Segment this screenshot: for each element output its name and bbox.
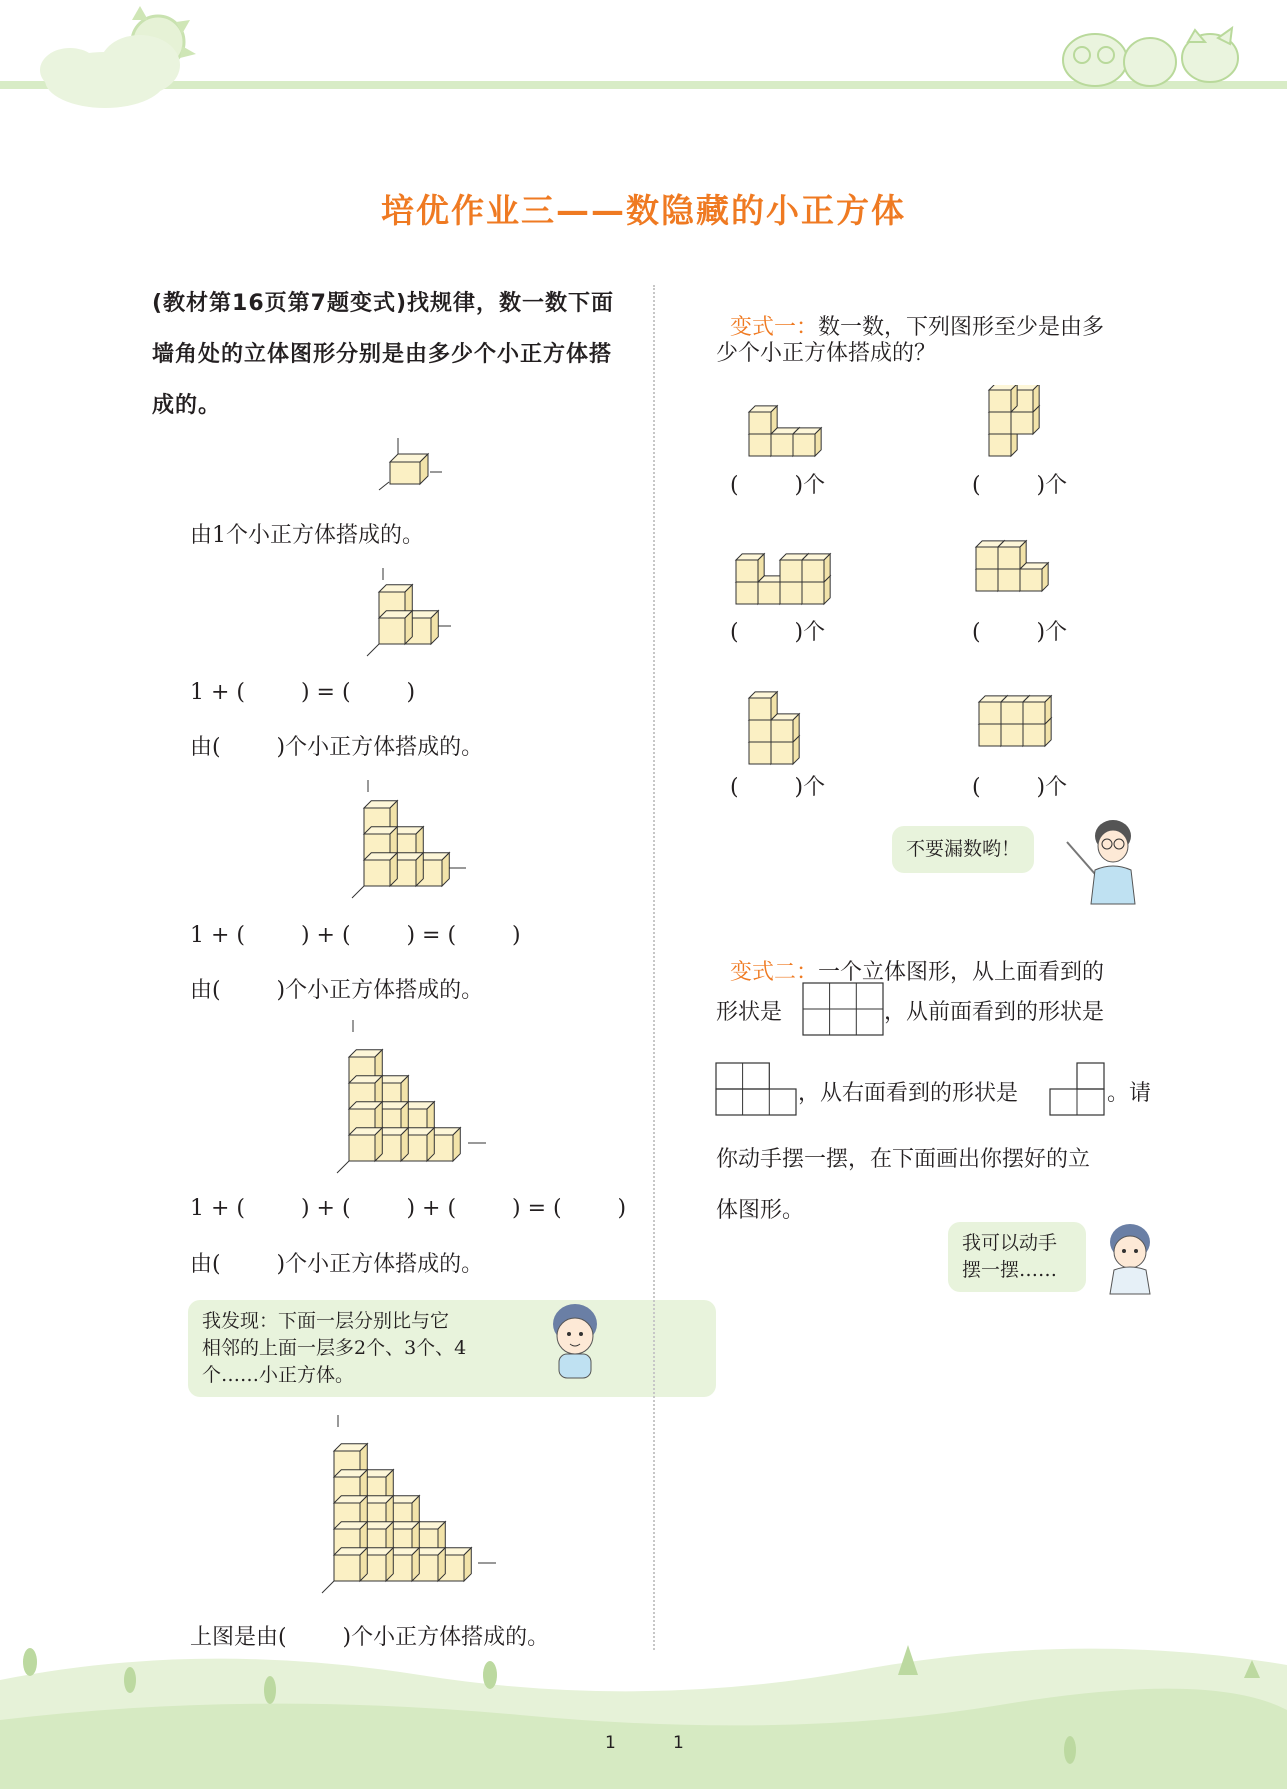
front-view-grid: [715, 1062, 797, 1117]
reminder-bubble: 不要漏数哟！: [892, 826, 1034, 873]
cube: [793, 434, 815, 456]
cube-figure-4: [335, 1020, 490, 1175]
cube: [364, 860, 390, 886]
right-view-grid: [1049, 1062, 1107, 1117]
teacher-character-icon: [1065, 812, 1145, 907]
cube: [736, 582, 758, 604]
final-question-text: 上图是由( )个小正方体搭成的。: [190, 1625, 550, 1650]
cube: [998, 547, 1020, 569]
variant2-question: [716, 930, 1104, 986]
variant1-label: 变式一：: [730, 315, 819, 340]
cube: [749, 742, 771, 764]
variant2-line-3: ，从右面看到的形状是: [798, 1081, 1019, 1106]
boy-character-icon: [545, 1302, 605, 1382]
header-decoration: [0, 0, 1287, 110]
cube: [780, 582, 802, 604]
variant1-figure-e: [745, 668, 825, 768]
page-title: 培优作业三——数隐藏的小正方体: [381, 191, 906, 230]
cube: [780, 560, 802, 582]
cube: [1023, 702, 1045, 724]
cloud-icon: [40, 35, 180, 108]
animal-faces-icon: [1063, 28, 1238, 86]
bubble-line-3: 个……小正方体。: [202, 1364, 355, 1386]
step4-text: 由( )个小正方体搭成的。: [190, 1252, 484, 1277]
variant2-line-3b: 。请: [1107, 1081, 1152, 1106]
variant1-answer-d: ( )个: [972, 620, 1068, 645]
cube-figure-1: [375, 436, 445, 494]
variant2-line-1: 一个立体图形，从上面看到的: [818, 960, 1105, 985]
wall-corner-line: [322, 1581, 334, 1593]
variant2-line-5: 体图形。: [716, 1198, 805, 1223]
wall-corner-line: [367, 644, 379, 656]
variant2-line-4: 你动手摆一摆，在下面画出你摆好的立: [716, 1147, 1091, 1172]
cube: [998, 569, 1020, 591]
intro-text: (教材第16页第7题变式)找规律，数一数下面墙角处的立体图形分别是由多少个小正方体搭成的。: [152, 291, 615, 418]
variant1-answer-e: ( )个: [730, 775, 826, 800]
variant1-text-1: 数一数，下列图形至少是由多: [818, 315, 1105, 340]
column-divider: [653, 285, 655, 1650]
step3-equation: 1 + ( ) + ( ) = ( ): [190, 923, 521, 948]
bubble-line-2: 相邻的上面一层多2个、3个、4: [202, 1337, 467, 1359]
variant1-text-2: 少个小正方体搭成的？: [716, 341, 937, 366]
step4-equation: 1 + ( ) + ( ) + ( ) = ( ): [190, 1196, 627, 1221]
cube: [758, 582, 780, 604]
cube: [749, 434, 771, 456]
page-number-left: 1: [605, 1733, 616, 1753]
step2-text: 由( )个小正方体搭成的。: [190, 735, 484, 760]
cube: [749, 412, 771, 434]
cube: [802, 582, 824, 604]
top-view-grid: [802, 982, 884, 1037]
cube: [1001, 702, 1023, 724]
girl-character-icon: [1100, 1220, 1160, 1295]
cube: [979, 724, 1001, 746]
variant2-line-2b: ，从前面看到的形状是: [884, 1000, 1105, 1025]
cube: [1001, 724, 1023, 746]
cube: [989, 434, 1011, 456]
try-bubble-line-2: 摆一摆……: [962, 1259, 1058, 1281]
cube: [379, 618, 405, 644]
cube: [989, 412, 1011, 434]
variant1-figure-c: [732, 528, 842, 608]
cube: [771, 434, 793, 456]
cube-figure-5: [320, 1415, 500, 1595]
cube: [749, 698, 771, 720]
cube: [1023, 724, 1045, 746]
cube: [979, 702, 1001, 724]
variant2-label: 变式二：: [730, 960, 819, 985]
variant1-figure-f: [975, 680, 1075, 750]
cube: [349, 1135, 375, 1161]
wall-corner-line: [337, 1161, 349, 1173]
variant1-answer-a: ( )个: [730, 473, 826, 498]
cube: [771, 720, 793, 742]
variant1-figure-a: [745, 385, 835, 460]
cube-figure-2: [365, 568, 455, 658]
cube-figure-3: [350, 780, 470, 900]
variant1-figure-b: [985, 385, 1065, 460]
cube: [749, 720, 771, 742]
try-bubble-line-1: 我可以动手: [962, 1232, 1058, 1254]
cube: [802, 560, 824, 582]
variant1-answer-f: ( )个: [972, 775, 1068, 800]
step2-equation: 1 + ( ) = ( ): [190, 680, 416, 705]
variant1-question: [716, 285, 1104, 341]
bubble-line-1: 我发现：下面一层分别比与它: [202, 1310, 450, 1332]
cube: [976, 547, 998, 569]
variant2-line-2a: 形状是: [716, 1000, 783, 1025]
cube: [1011, 412, 1033, 434]
variant1-answer-b: ( )个: [972, 473, 1068, 498]
cube: [334, 1555, 360, 1581]
step3-text: 由( )个小正方体搭成的。: [190, 978, 484, 1003]
step1-text: 由1个小正方体搭成的。: [190, 523, 424, 548]
wall-corner-line: [352, 886, 364, 898]
cube: [989, 390, 1011, 412]
cube: [976, 569, 998, 591]
cube: [736, 560, 758, 582]
cube: [1020, 569, 1042, 591]
cube: [771, 742, 793, 764]
footer-hills: [0, 1620, 1287, 1789]
try-it-bubble: [948, 1222, 1086, 1292]
variant1-figure-d: [972, 525, 1072, 595]
page-number-right: 1: [673, 1733, 684, 1753]
variant1-answer-c: ( )个: [730, 620, 826, 645]
discovery-bubble: [188, 1300, 716, 1397]
